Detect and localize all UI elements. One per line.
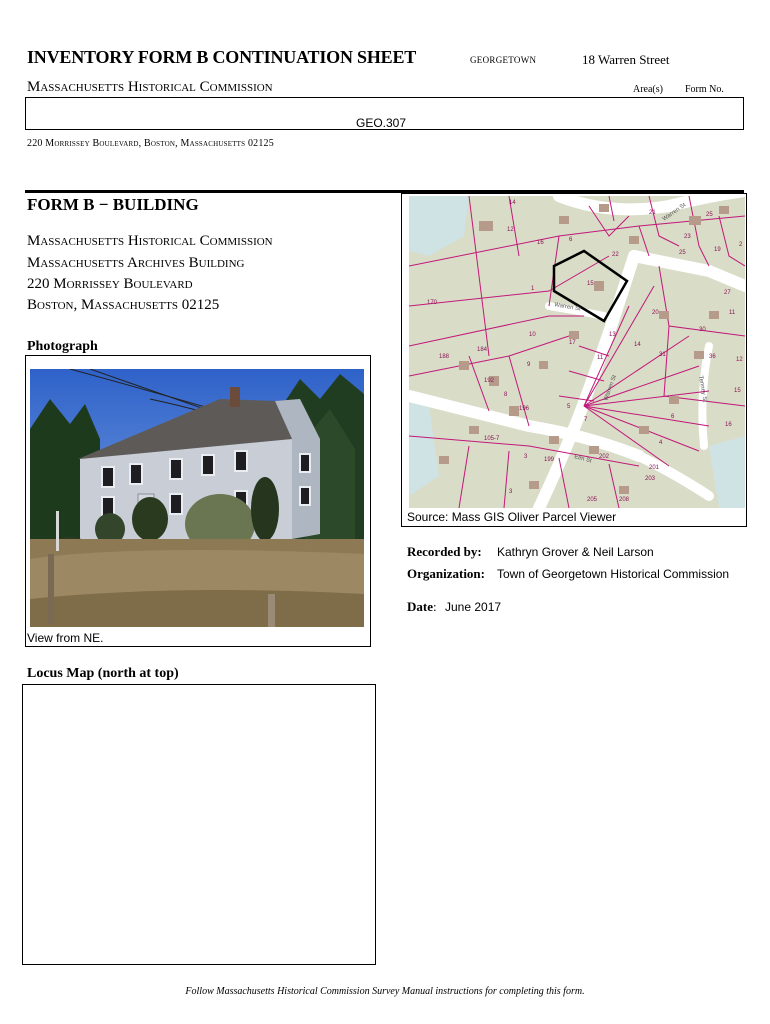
parcel-number-label: 10 [529, 332, 536, 338]
organization-label: Organization: [407, 566, 485, 581]
parcel-number-label: 15 [587, 281, 594, 287]
locus-map-frame [22, 684, 376, 965]
parcel-number-label: 30 [699, 327, 706, 333]
parcel-number-label: 17 [569, 340, 576, 346]
parcel-number-label: 14 [509, 200, 516, 206]
road-name-label: Warren St [661, 202, 688, 223]
recorded-by-value: Kathryn Grover & Neil Larson [497, 545, 654, 559]
parcel-number-label: 22 [612, 252, 619, 258]
parcel-number-label: 23 [684, 234, 691, 240]
parcel-number-label: 14 [634, 342, 641, 348]
parcel-number-label: 196 [519, 406, 530, 412]
parcel-number-label: 4 [659, 440, 663, 446]
parcel-number-label: 12 [736, 357, 743, 363]
parcel-number-label: 12 [507, 227, 514, 233]
photograph-caption: View from NE. [27, 631, 104, 645]
parcel-number-label: 16 [725, 422, 732, 428]
parcel-number-label: 205 [587, 497, 598, 503]
area-value: GEO.307 [356, 116, 407, 130]
map-source-caption: Source: Mass GIS Oliver Parcel Viewer [407, 510, 617, 524]
mhc-name-line: Massachusetts Historical Commission [27, 233, 273, 249]
mhc-city-line: Boston, Massachusetts 02125 [27, 297, 220, 313]
parcel-number-label: 16 [537, 240, 544, 246]
parcel-number-label: 25 [679, 250, 686, 256]
area-label: Area(s) [633, 84, 663, 95]
commission-name: Massachusetts Historical Commission [27, 79, 273, 95]
parcel-number-label: 6 [569, 237, 573, 243]
mhc-street-line: 220 Morrissey Boulevard [27, 276, 193, 292]
parcel-number-label: 5 [567, 404, 571, 410]
parcel-number-label: 188 [439, 354, 450, 360]
parcel-number-label: 203 [645, 476, 656, 482]
parcel-map [409, 196, 745, 508]
parcel-number-label: 11 [729, 310, 736, 316]
parcel-number-label: 208 [619, 497, 630, 503]
parcel-number-label: 3 [524, 454, 528, 460]
parcel-number-label: 27 [724, 290, 731, 296]
town-name: GEORGETOWN [470, 55, 537, 65]
parcel-number-label: 170 [427, 300, 438, 306]
parcel-number-label: 199 [544, 457, 555, 463]
parcel-number-label: 15 [734, 388, 741, 394]
date-value: June 2017 [445, 600, 502, 614]
photograph-heading: Photograph [27, 339, 98, 354]
house-photograph [30, 369, 364, 627]
parcel-number-label: 192 [484, 378, 495, 384]
commission-address: 220 Morrissey Boulevard, Boston, Massachusetts 02125 [27, 138, 274, 149]
parcel-number-label: 13 [609, 332, 616, 338]
parcel-number-label: 9 [527, 362, 531, 368]
parcel-number-label: 31 [659, 352, 666, 358]
parcel-number-label: 2 [739, 242, 743, 248]
organization-value: Town of Georgetown Historical Commission [497, 567, 730, 581]
form-no-label: Form No. [685, 84, 724, 95]
parcel-number-label: 3 [509, 489, 513, 495]
parcel-number-label: 1 [531, 286, 535, 292]
parcel-number-label: 8 [504, 392, 508, 398]
parcel-number-label: 36 [709, 354, 716, 360]
locus-map-heading: Locus Map (north at top) [27, 666, 179, 681]
parcel-number-label: 21 [649, 210, 656, 216]
parcel-number-label: 11 [597, 355, 604, 361]
parcel-number-label: 184 [477, 347, 488, 353]
footer-instructions: Follow Massachusetts Historical Commission Survey Manual instructions for completing this form. [185, 986, 585, 997]
form-heading: FORM B − BUILDING [27, 195, 199, 214]
road-name-label: Warren St [553, 302, 582, 313]
recorded-by-label: Recorded by: [407, 544, 482, 559]
date-label [407, 599, 437, 615]
property-address: 18 Warren Street [582, 52, 670, 67]
road-name-label: Elm St [573, 454, 593, 465]
date-label-colon: : [433, 599, 437, 614]
parcel-number-label: 7 [584, 417, 588, 423]
parcel-number-label: 201 [649, 465, 660, 471]
parcel-number-label: 202 [599, 454, 610, 460]
parcel-number-label: 20 [652, 310, 659, 316]
road-name-label: Warren St [603, 374, 619, 402]
date-label-text: Date [407, 599, 433, 614]
parcel-number-label: 6 [671, 414, 675, 420]
parcel-number-label: 19 [714, 247, 721, 253]
parcel-number-label: 105-7 [484, 436, 500, 442]
parcel-number-label: 25 [706, 212, 713, 218]
road-name-label: Tenney St [697, 375, 708, 403]
mhc-building-line: Massachusetts Archives Building [27, 255, 245, 271]
form-title: INVENTORY FORM B CONTINUATION SHEET [27, 47, 417, 67]
